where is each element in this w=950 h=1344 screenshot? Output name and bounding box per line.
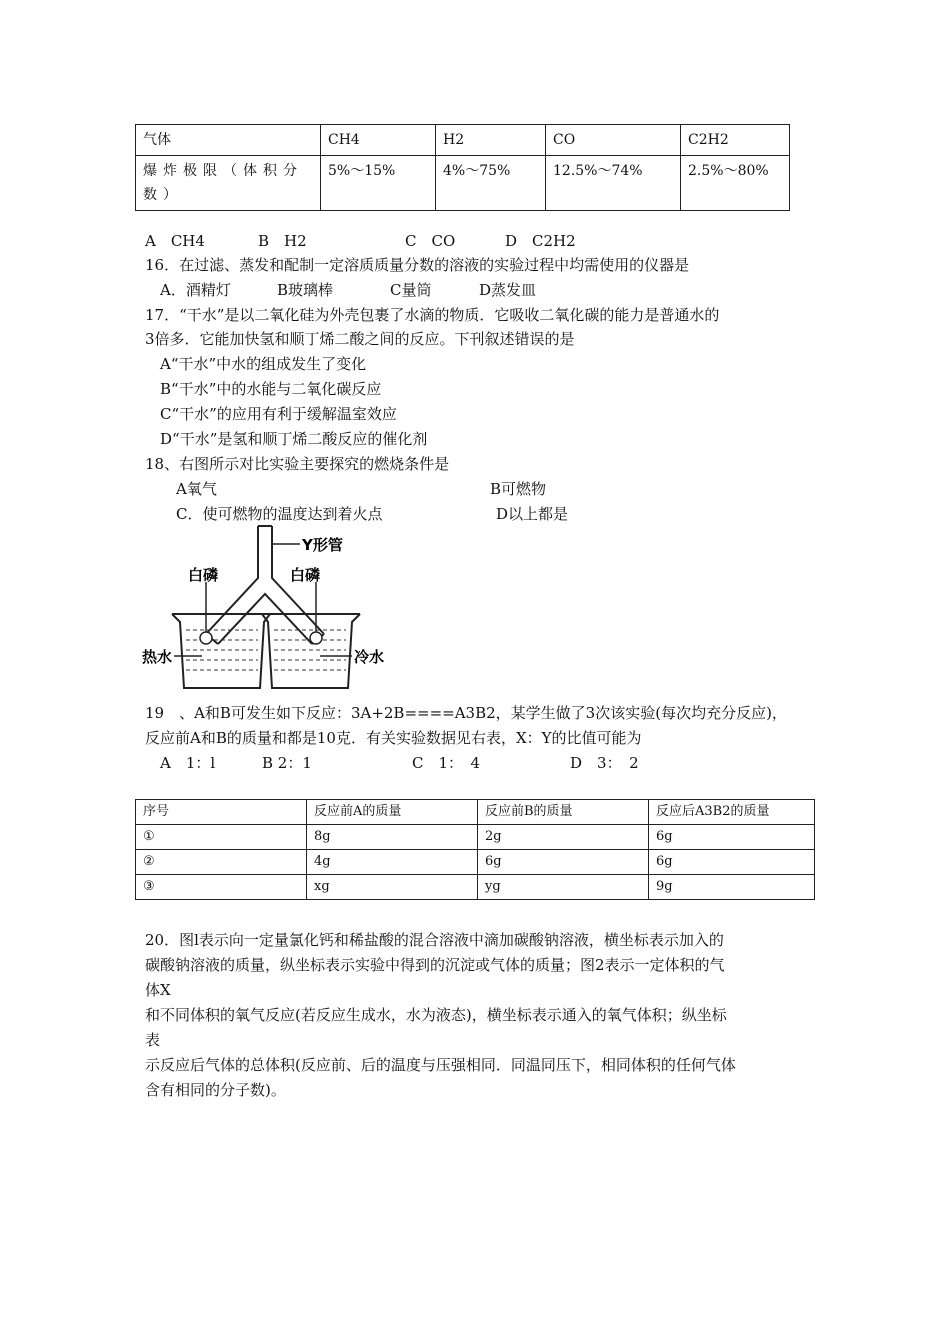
q15-option-d: D C2H2 xyxy=(505,232,576,250)
q16-option-a: A．酒精灯 xyxy=(160,281,231,299)
table-cell: 4g xyxy=(307,850,478,875)
white-phosphorus-right-icon xyxy=(310,632,322,644)
table-cell: 爆炸极限（体积分数） xyxy=(136,156,321,211)
q18-option-d: D以上都是 xyxy=(496,505,569,523)
table-cell: 9g xyxy=(649,875,815,900)
y-tube-experiment-figure xyxy=(140,522,390,692)
table-cell: 4%～75% xyxy=(436,156,546,211)
reaction-data-table xyxy=(135,799,815,900)
q17-stem-line2: 3倍多．它能加快氢和顺丁烯二酸之间的反应。下刊叙述错误的是 xyxy=(145,330,575,348)
table-cell: 2.5%～80% xyxy=(681,156,790,211)
q19-option-b: B 2：1 xyxy=(262,754,312,772)
y-tube-label: Y形管 xyxy=(302,536,343,554)
table-cell: 6g xyxy=(478,850,649,875)
explosion-limit-table xyxy=(135,124,790,211)
left-phosphorus-label: 白磷 xyxy=(188,566,219,584)
q19-option-a: A 1：l xyxy=(160,754,216,772)
table-cell: 6g xyxy=(649,850,815,875)
table-cell: 6g xyxy=(649,825,815,850)
q16-option-d: D蒸发皿 xyxy=(479,281,537,299)
q20-line: 示反应后气体的总体积(反应前、后的温度与压强相同．同温同压下，相同体积的任何气体 xyxy=(145,1056,736,1074)
q18-option-c: C．使可燃物的温度达到着火点 xyxy=(176,505,383,523)
q19-option-c: C 1： 4 xyxy=(412,754,481,772)
q18-option-a: A氧气 xyxy=(176,480,217,498)
q17-option-b: B“干水”中的水能与二氧化碳反应 xyxy=(160,380,382,398)
q16-option-b: B玻璃棒 xyxy=(277,281,334,299)
q19-stem-line2: 反应前A和B的质量和都是10克．有关实验数据见右表，X：Y的比值可能为 xyxy=(145,729,642,747)
white-phosphorus-left-icon xyxy=(200,632,212,644)
table-cell: 2g xyxy=(478,825,649,850)
q19-option-d: D 3： 2 xyxy=(570,754,639,772)
table-cell: 序号 xyxy=(136,800,307,825)
table-cell: 12.5%～74% xyxy=(546,156,681,211)
q18-stem: 18、右图所示对比实验主要探究的燃烧条件是 xyxy=(145,455,450,473)
table-header-row xyxy=(136,800,815,825)
q15-option-c: C CO xyxy=(405,232,456,250)
q20-line: 表 xyxy=(145,1031,161,1049)
q20-line: 和不同体积的氧气反应(若反应生成水，水为液态)，横坐标表示通入的氧气体积；纵坐标 xyxy=(145,1006,727,1024)
hot-water-beaker-icon xyxy=(172,614,270,688)
table-cell: 反应后A3B2的质量 xyxy=(649,800,815,825)
table-row xyxy=(136,850,815,875)
table-cell: CH4 xyxy=(321,125,436,156)
q17-option-a: A“干水”中水的组成发生了变化 xyxy=(160,355,367,373)
q20-line: 体X xyxy=(145,981,171,999)
q20-line: 含有相同的分子数)。 xyxy=(145,1081,286,1099)
q20-line: 20．图l表示向一定量氯化钙和稀盐酸的混合溶液中滴加碳酸钠溶液，横坐标表示加入的 xyxy=(145,931,724,949)
q18-option-b: B可燃物 xyxy=(490,480,547,498)
table-row xyxy=(136,825,815,850)
table-cell: 5%～15% xyxy=(321,156,436,211)
table-cell: 气体 xyxy=(136,125,321,156)
q15-option-b: B H2 xyxy=(258,232,307,250)
table-header-row xyxy=(136,125,790,156)
table-cell: yg xyxy=(478,875,649,900)
q16-stem: 16．在过滤、蒸发和配制一定溶质质量分数的溶液的实验过程中均需使用的仪器是 xyxy=(145,256,690,274)
q17-stem-line1: 17．“干水”是以二氧化硅为外壳包裹了水滴的物质．它吸收二氧化碳的能力是普通水的 xyxy=(145,306,720,324)
cold-water-beaker-icon xyxy=(262,614,360,688)
table-row xyxy=(136,875,815,900)
table-cell: ① xyxy=(136,825,307,850)
table-row xyxy=(136,156,790,211)
table-cell: xg xyxy=(307,875,478,900)
cold-water-label: 冷水 xyxy=(354,648,385,666)
hot-water-label: 热水 xyxy=(142,648,173,666)
table-cell: ② xyxy=(136,850,307,875)
q15-option-a: A CH4 xyxy=(145,232,205,250)
table-cell: CO xyxy=(546,125,681,156)
table-cell: H2 xyxy=(436,125,546,156)
table-cell: ③ xyxy=(136,875,307,900)
q17-option-c: C“干水”的应用有利于缓解温室效应 xyxy=(160,405,397,423)
q20-line: 碳酸钠溶液的质量，纵坐标表示实验中得到的沉淀或气体的质量；图2表示一定体积的气 xyxy=(145,956,725,974)
table-cell: C2H2 xyxy=(681,125,790,156)
q17-option-d: D“干水”是氢和顺丁烯二酸反应的催化剂 xyxy=(160,430,428,448)
table-cell: 8g xyxy=(307,825,478,850)
table-cell: 反应前B的质量 xyxy=(478,800,649,825)
table-cell: 反应前A的质量 xyxy=(307,800,478,825)
right-phosphorus-label: 白磷 xyxy=(290,566,321,584)
q19-stem-line1: 19 、A和B可发生如下反应：3A+2B====A3B2，某学生做了3次该实验(每次均充分反应)， xyxy=(145,704,787,722)
q16-option-c: C量筒 xyxy=(390,281,432,299)
